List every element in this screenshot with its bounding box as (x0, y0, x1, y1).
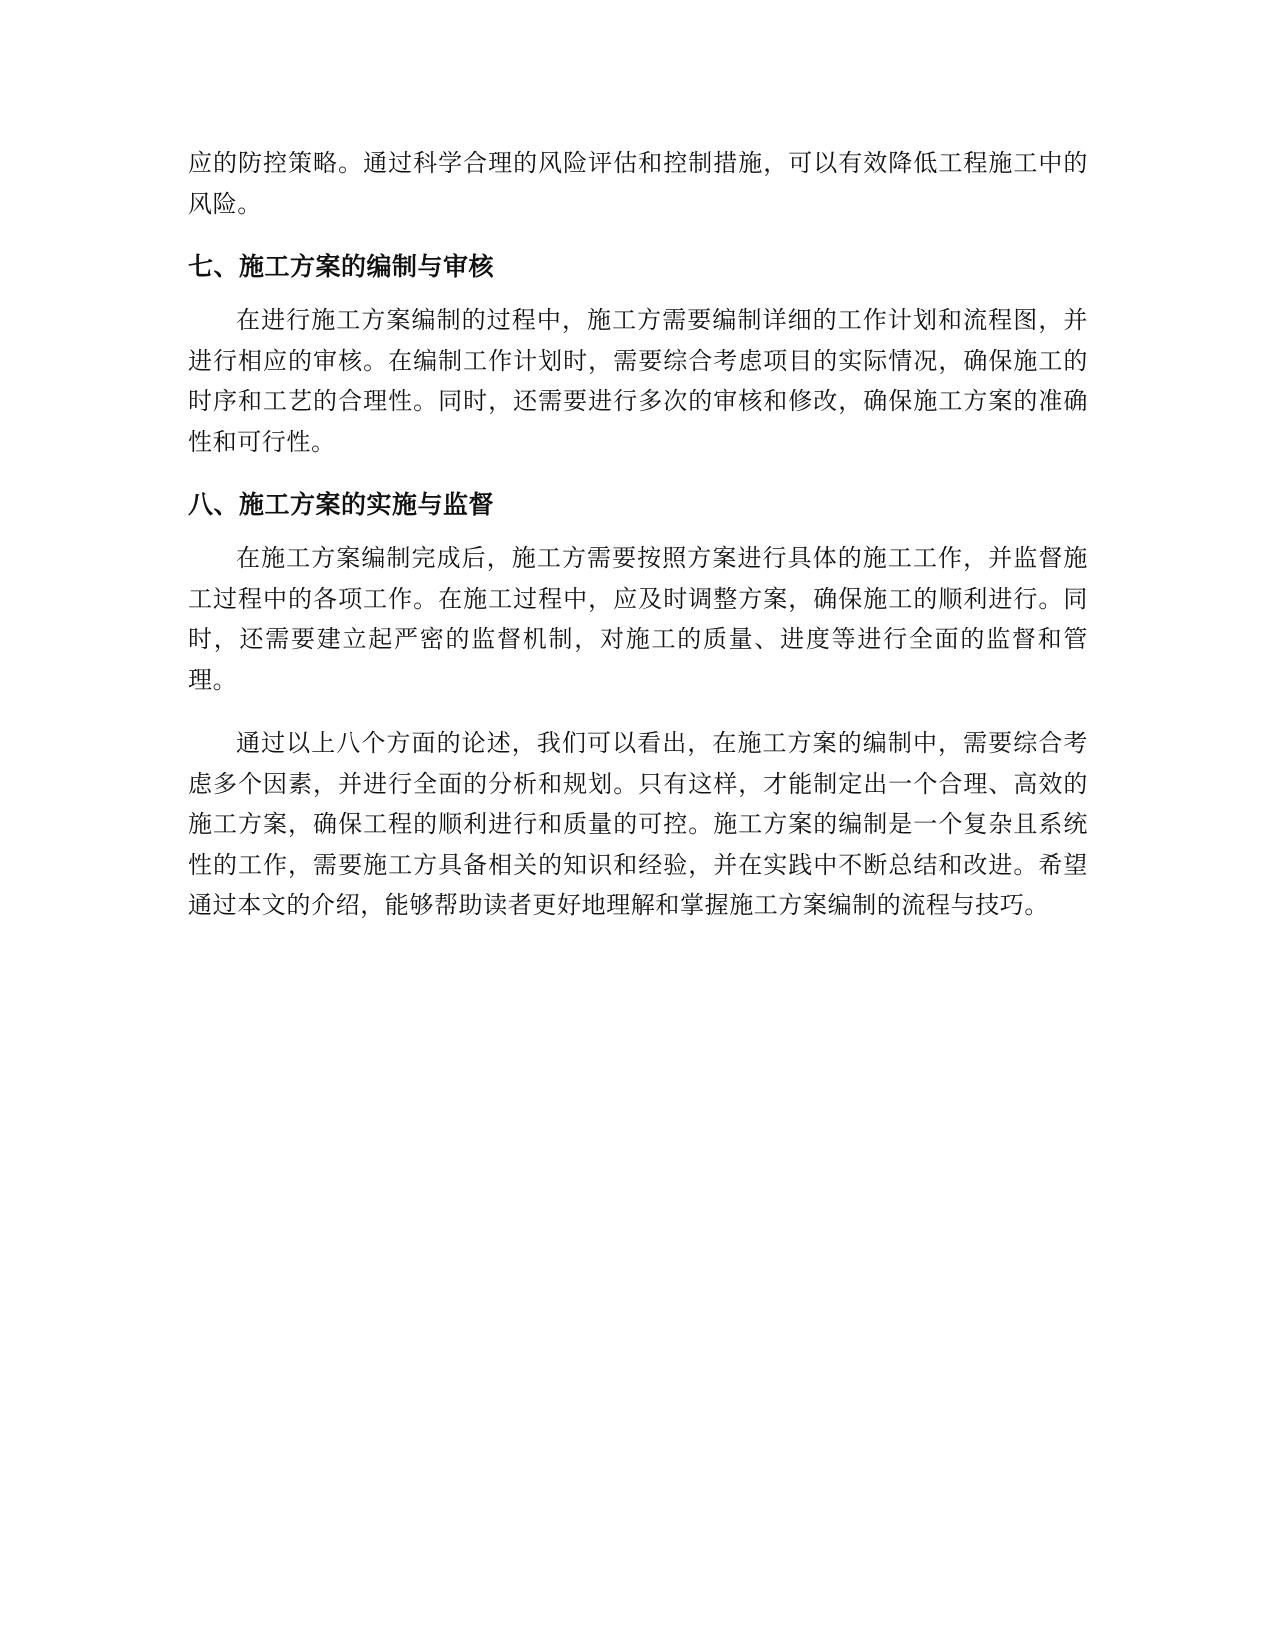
section-paragraph-8: 在施工方案编制完成后，施工方需要按照方案进行具体的施工工作，并监督施工过程中的各项工作。在施工过程中，应及时调整方案，确保施工的顺利进行。同时，还需要建立起严密的监督机制，对施工的质量、进度等进行全面的监督和管理。 (188, 544, 1088, 694)
section-heading-8: 八、施工方案的实施与监督 (188, 490, 495, 519)
spacer (188, 525, 1088, 538)
conclusion-paragraph: 通过以上八个方面的论述，我们可以看出，在施工方案的编制中，需要综合考虑多个因素，并进行全面的分析和规划。只有这样，才能制定出一个合理、高效的施工方案，确保工程的顺利进行和质量的可控。施工方案的编制是一个复杂且系统性的工作，需要施工方具备相关的知识和经验，并在实践中不断总结和改进。希望通过本文的介绍，能够帮助读者更好地理解和掌握施工方案编制的流程与技巧。 (188, 729, 1088, 919)
spacer (188, 224, 1088, 247)
continued-paragraph: 应的防控策略。通过科学合理的风险评估和控制措施，可以有效降低工程施工中的风险。 (188, 149, 1088, 218)
spacer (188, 287, 1088, 300)
spacer (188, 462, 1088, 485)
document-body (188, 143, 1088, 926)
section-heading-7: 七、施工方案的编制与审核 (188, 252, 495, 281)
section-paragraph-7: 在进行施工方案编制的过程中，施工方需要编制详细的工作计划和流程图，并进行相应的审核。在编制工作计划时，需要综合考虑项目的实际情况，确保施工的时序和工艺的合理性。同时，还需要进行多次的审核和修改，确保施工方案的准确性和可行性。 (188, 306, 1088, 456)
spacer (188, 700, 1088, 723)
